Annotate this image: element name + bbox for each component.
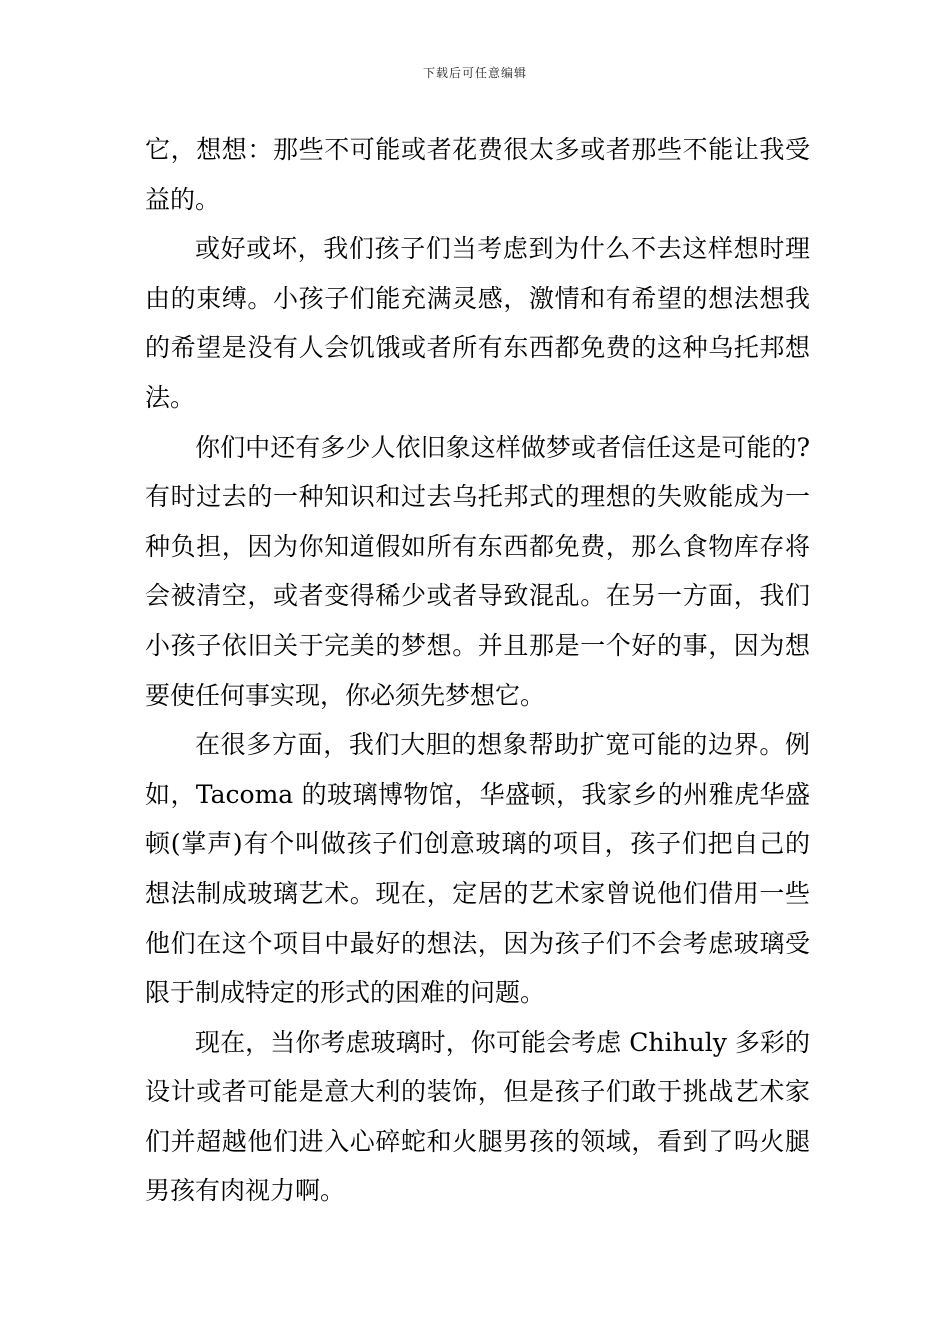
paragraph-4: 在很多方面，我们大胆的想象帮助扩宽可能的边界。例如，Tacoma 的玻璃博物馆，华盛顿，我家乡的州雅虎华盛顿(掌声)有个叫做孩子们创意玻璃的项目，孩子们把自己的想法制成玻璃艺术。现在，定居的艺术家曾说他们借用一些他们在这个项目中最好的想法，因为孩子们不会考虑玻璃受限于制成特定的形式的困难的问题。 — [145, 730, 810, 1008]
paragraph-5: 现在，当你考虑玻璃时，你可能会考虑 Chihuly 多彩的设计或者可能是意大利的装饰，但是孩子们敢于挑战艺术家们并超越他们进入心碎蛇和火腿男孩的领域，看到了吗火腿男孩有肉视力啊。 — [145, 1027, 810, 1206]
paragraph-2: 或好或坏，我们孩子们当考虑到为什么不去这样想时理由的束缚。小孩子们能充满灵感，激情和有希望的想法想我的希望是没有人会饥饿或者所有东西都免费的这种乌托邦想法。 — [145, 234, 810, 412]
document-body — [145, 125, 810, 1216]
paragraph-3: 你们中还有多少人依旧象这样做梦或者信任这是可能的?有时过去的一种知识和过去乌托邦式的理想的失败能成为一种负担，因为你知道假如所有东西都免费，那么食物库存将会被清空，或者变得稀少或者导致混乱。在另一方面，我们小孩子依旧关于完美的梦想。并且那是一个好的事，因为想要使任何事实现，你必须先梦想它。 — [145, 432, 810, 710]
page-header: 下载后可任意编辑 — [422, 66, 527, 80]
paragraph-1: 它，想想：那些不可能或者花费很太多或者那些不能让我受益的。 — [145, 135, 810, 214]
